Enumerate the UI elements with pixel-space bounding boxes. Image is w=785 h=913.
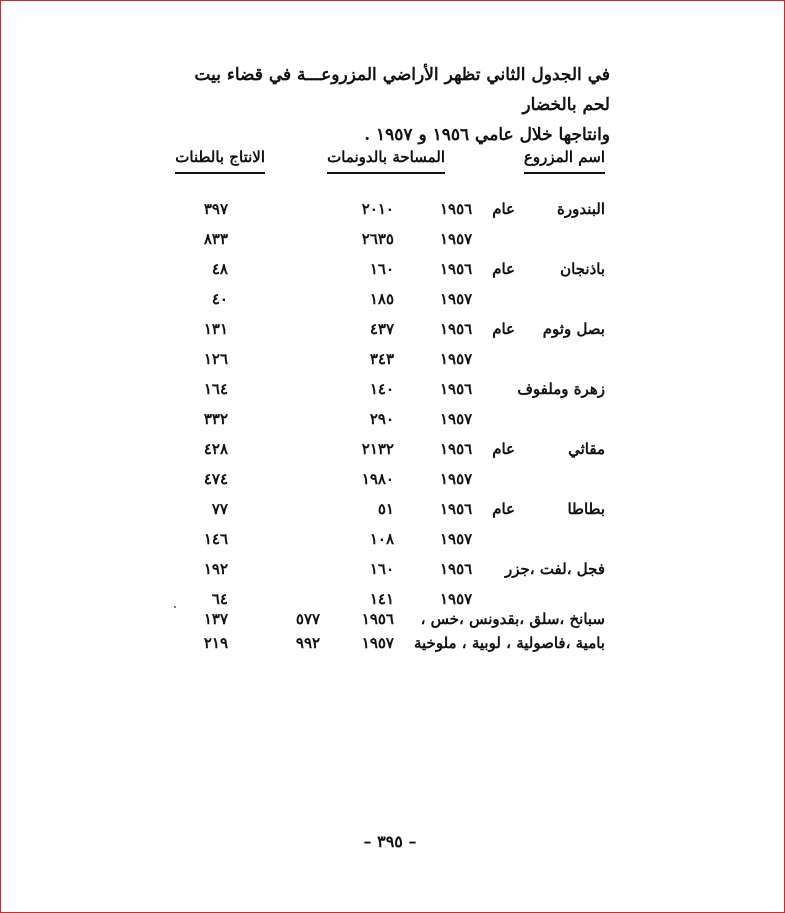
year-value: ١٩٥٦ <box>361 610 394 628</box>
area-value: ١٤٠ <box>369 380 394 398</box>
crop-name: بصل وثوم <box>542 320 605 338</box>
area-value: ٣٤٣ <box>369 350 394 368</box>
production-value: ٤٧٤ <box>203 470 228 488</box>
crop-name: فجل ،لفت ،جزر <box>504 560 605 578</box>
year-value: ١٩٥٧ <box>440 470 473 488</box>
production-value: ١٦٤ <box>203 380 228 398</box>
year-value: ١٩٥٦ <box>440 560 473 578</box>
year-value: ١٩٥٦ <box>440 380 473 398</box>
area-value: ٥٧٧ <box>295 610 321 628</box>
year-value: ١٩٥٧ <box>440 350 473 368</box>
area-value: ٢٠١٠ <box>361 200 394 218</box>
production-value: ١٣٧ <box>203 610 228 628</box>
crop-name: بطاطا <box>567 500 605 518</box>
production-value: ٤٠ <box>211 290 228 308</box>
area-value: ١٠٨ <box>369 530 394 548</box>
crop-name: بامية ،فاصولية ، لوبية ، ملوخية <box>413 634 605 652</box>
production-value: ١٣١ <box>203 320 228 338</box>
area-value: ٢٦٣٥ <box>361 230 394 248</box>
intro-line-2: وانتاجها خلال عامي ١٩٥٦ و ١٩٥٧ . <box>364 125 610 145</box>
crop-name: البندورة <box>556 200 605 218</box>
production-value: ٢١٩ <box>203 634 228 652</box>
year-prefix: عام <box>492 440 515 458</box>
year-prefix: عام <box>492 320 515 338</box>
header-crop-name: اسم المزروع <box>524 148 605 174</box>
crop-name: مقاثي <box>568 440 605 458</box>
year-value: ١٩٥٦ <box>440 320 473 338</box>
year-value: ١٩٥٧ <box>440 230 473 248</box>
production-value: ٣٣٢ <box>203 410 228 428</box>
year-value: ١٩٥٦ <box>440 440 473 458</box>
year-value: ١٩٥٧ <box>440 410 473 428</box>
production-value: ١٢٦ <box>203 350 228 368</box>
area-value: ١٩٨٠ <box>361 470 394 488</box>
year-prefix: عام <box>492 500 515 518</box>
area-value: ٢٩٠ <box>369 410 394 428</box>
year-prefix: عام <box>492 200 515 218</box>
area-value: ١٨٥ <box>369 290 394 308</box>
production-value: ١٤٦ <box>203 530 228 548</box>
production-value: ٧٧ <box>211 500 228 518</box>
year-value: ١٩٥٦ <box>440 500 473 518</box>
crop-name: باذنجان <box>560 260 605 278</box>
header-area: المساحة بالدونمات <box>327 148 445 174</box>
production-value: ٤٢٨ <box>203 440 228 458</box>
year-value: ١٩٥٧ <box>440 590 473 608</box>
intro-line-1: في الجدول الثاني تظهر الأراضي المزروعـــة في قضاء بيت لحم بالخضار <box>194 65 610 115</box>
area-value: ٤٣٧ <box>369 320 394 338</box>
area-value: ٩٩٢ <box>295 634 321 652</box>
header-production: الانتاج بالطنات <box>175 148 265 174</box>
crop-name: سبانخ ،سلق ،بقدونس ،خس ، <box>420 610 605 628</box>
production-value: ٦٤ <box>211 590 228 608</box>
year-value: ١٩٥٦ <box>440 200 473 218</box>
year-value: ١٩٥٧ <box>440 530 473 548</box>
area-value: ١٦٠ <box>369 560 394 578</box>
year-prefix: عام <box>492 260 515 278</box>
production-value: ١٩٢ <box>203 560 228 578</box>
page-number: – ٣٩٥ – <box>363 832 417 851</box>
production-value: ٤٨ <box>211 260 228 278</box>
year-value: ١٩٥٧ <box>440 290 473 308</box>
production-value: ٨٣٣ <box>203 230 228 248</box>
production-value: ٣٩٧ <box>203 200 228 218</box>
crop-name: زهرة وملفوف <box>517 380 605 398</box>
area-value: ١٦٠ <box>369 260 394 278</box>
area-value: ٢١٣٢ <box>361 440 394 458</box>
year-value: ١٩٥٧ <box>361 634 394 652</box>
year-value: ١٩٥٦ <box>440 260 473 278</box>
scan-speck <box>174 606 176 608</box>
area-value: ٥١ <box>377 500 394 518</box>
intro-paragraph <box>170 60 610 150</box>
area-value: ١٤١ <box>369 590 394 608</box>
